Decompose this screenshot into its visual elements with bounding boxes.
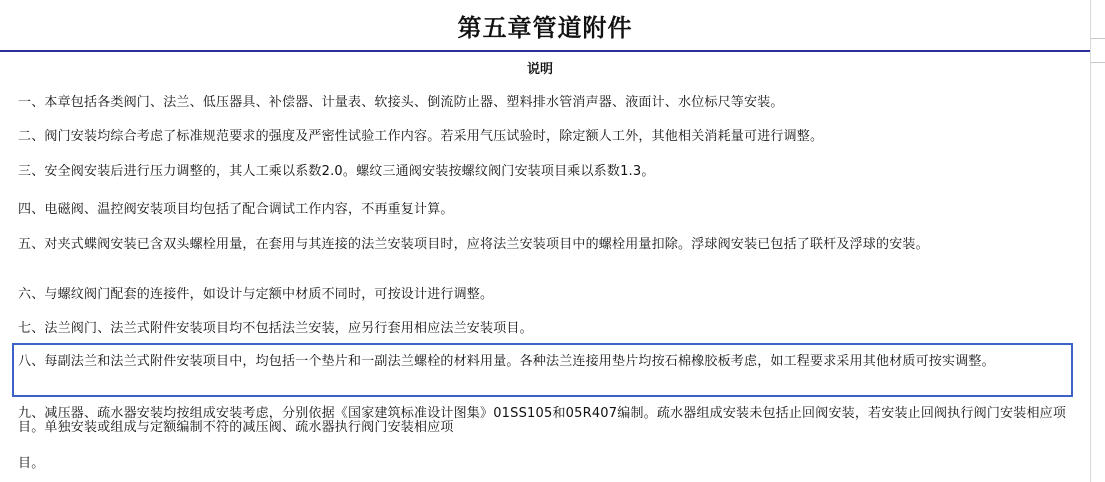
page-right-edge (1090, 0, 1091, 482)
paragraph-5: 五、对夹式蝶阀安装已含双头螺栓用量，在套用与其连接的法兰安装项目时，应将法兰安装项目中的螺栓用量扣除。浮球阀安装已包括了联杆及浮球的安装。 (18, 237, 929, 252)
highlight-box (12, 343, 1073, 397)
right-edge-tick (1091, 62, 1105, 63)
paragraph-9-continued: 目。 (18, 456, 45, 471)
paragraph-4: 四、电磁阀、温控阀安装项目均包括了配合调试工作内容，不再重复计算。 (18, 202, 454, 217)
paragraph-6: 六、与螺纹阀门配套的连接件，如设计与定额中材质不同时，可按设计进行调整。 (18, 287, 494, 302)
paragraph-8: 八、每副法兰和法兰式附件安装项目中，均包括一个垫片和一副法兰螺栓的材料用量。各种法兰连接用垫片均按石棉橡胶板考虑，如工程要求采用其他材质可按实调整。 (18, 354, 995, 369)
right-edge-tick (1091, 38, 1105, 39)
section-subtitle: 说明 (526, 62, 553, 77)
title-rule (0, 50, 1090, 52)
paragraph-1: 一、本章包括各类阀门、法兰、低压器具、补偿器、计量表、软接头、倒流防止器、塑料排水管消声器、液面计、水位标尺等安装。 (18, 95, 784, 110)
paragraph-2: 二、阀门安装均综合考虑了标准规范要求的强度及严密性试验工作内容。若采用气压试验时，除定额人工外，其他相关消耗量可进行调整。 (18, 129, 824, 144)
page-title: 第五章管道附件 (457, 13, 633, 42)
paragraph-3: 三、安全阀安装后进行压力调整的，其人工乘以系数2.0。螺纹三通阀安装按螺纹阀门安装项目乘以系数1.3。 (18, 164, 655, 179)
paragraph-7: 七、法兰阀门、法兰式附件安装项目均不包括法兰安装，应另行套用相应法兰安装项目。 (18, 321, 533, 336)
paragraph-9: 九、减压器、疏水器安装均按组成安装考虑，分别依据《国家建筑标准设计图集》01SS105和05R407编制。疏水器组成安装未包括止回阀安装，若安装止回阀执行阀门安装相应项目。单独安装或组成与定额编制不符的减压阀、疏水器执行阀门安装相应项 (18, 406, 1067, 435)
